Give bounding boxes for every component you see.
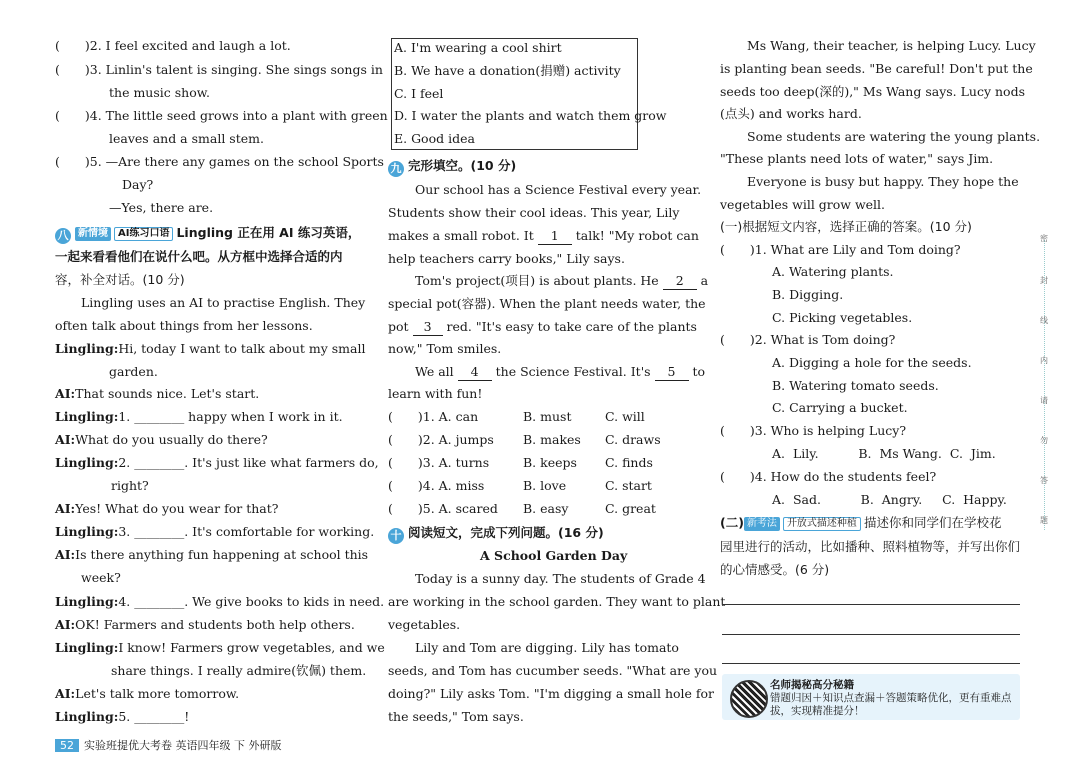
answer-option: C. Picking vegetables. bbox=[772, 310, 913, 325]
cloze-line: learn with fun! bbox=[388, 386, 483, 401]
option: C. finds bbox=[605, 455, 653, 470]
section-10-title: 阅读短文，完成下列问题。(16 分) bbox=[408, 525, 604, 540]
story-line: is planting bean seeds. "Be careful! Don't put the bbox=[720, 61, 1033, 76]
seal-char: 封 bbox=[1040, 276, 1048, 285]
story-line: (点头) and works hard. bbox=[720, 106, 862, 121]
seal-char: 题 bbox=[1040, 516, 1048, 525]
page-number: 52 bbox=[55, 739, 79, 752]
part-2-title-3: 的心情感受。(6 分) bbox=[720, 562, 830, 577]
story-line: vegetables. bbox=[388, 617, 461, 632]
option: ( )2. A. jumps bbox=[388, 432, 494, 447]
dialogue-cont: share things. I really admire(钦佩) them. bbox=[111, 663, 367, 678]
dialogue-line bbox=[55, 640, 385, 656]
cloze-text: red. "It's easy to take care of the plants bbox=[446, 319, 697, 334]
option-a: A. I'm wearing a cool shirt bbox=[394, 40, 562, 55]
cloze-text: We all bbox=[415, 364, 454, 379]
seal-char: 勿 bbox=[1040, 436, 1048, 445]
column-left bbox=[55, 0, 388, 764]
writing-line-1[interactable] bbox=[722, 604, 1020, 605]
section-8-title-2: 一起来看看他们在说什么吧。从方框中选择合适的内 bbox=[55, 249, 343, 264]
story-line: are working in the school garden. They want to plant bbox=[388, 594, 726, 609]
cloze-text: the Science Festival. It's bbox=[495, 364, 651, 379]
answer-option: C. Carrying a bucket. bbox=[772, 400, 908, 415]
option-c: C. I feel bbox=[394, 86, 444, 101]
story-line: Some students are watering the young plants. bbox=[747, 129, 1041, 144]
cloze-line bbox=[388, 319, 697, 336]
dialogue-cont: right? bbox=[111, 478, 149, 493]
dialogue-line bbox=[55, 386, 259, 402]
cloze-line: Our school has a Science Festival every year. bbox=[415, 182, 702, 197]
question: ( )4. How do the students feel? bbox=[720, 469, 937, 484]
blank-2[interactable]: 2 bbox=[663, 273, 697, 290]
dialogue-text: 5. ________! bbox=[118, 709, 190, 724]
seal-char: 内 bbox=[1040, 356, 1048, 365]
tip-box bbox=[722, 674, 1020, 720]
option: ( )1. A. can bbox=[388, 409, 479, 424]
speaker: Lingling: bbox=[55, 341, 119, 356]
dialogue-line bbox=[55, 709, 189, 725]
story-line: the seeds," Tom says. bbox=[388, 709, 524, 724]
option: B. keeps bbox=[523, 455, 577, 470]
q5-line: ( )5. —Are there any games on the school Sports bbox=[55, 154, 384, 169]
seal-char: 请 bbox=[1040, 396, 1048, 405]
ai-speaking-tag: AI练习口语 bbox=[114, 227, 173, 241]
intro-line-2: often talk about things from her lessons. bbox=[55, 318, 313, 333]
story-line: Today is a sunny day. The students of Grade 4 bbox=[415, 571, 706, 586]
question: ( )1. What are Lily and Tom doing? bbox=[720, 242, 961, 257]
new-method-tag: 新考法 bbox=[744, 517, 780, 531]
cloze-line: special pot(容器). When the plant needs water, the bbox=[388, 296, 706, 311]
blank-1[interactable]: 1 bbox=[538, 228, 572, 245]
cloze-line bbox=[415, 273, 708, 290]
speaker: Lingling: bbox=[55, 709, 119, 724]
dialogue-line bbox=[55, 594, 384, 610]
option: C. will bbox=[605, 409, 645, 424]
q5-line-cont: Day? bbox=[122, 177, 154, 192]
answer-option: A. Watering plants. bbox=[772, 264, 894, 279]
dialogue-text: What do you usually do there? bbox=[75, 432, 268, 447]
section-9-number: 九 bbox=[388, 161, 404, 177]
seal-line-notice bbox=[1038, 225, 1058, 535]
q4-line-cont: leaves and a small stem. bbox=[109, 131, 264, 146]
book-title: 实验班提优大考卷 英语四年级 下 外研版 bbox=[84, 739, 282, 752]
seal-char: 线 bbox=[1040, 316, 1048, 325]
speaker: AI: bbox=[55, 617, 76, 632]
option-d: D. I water the plants and watch them grow bbox=[394, 108, 667, 123]
dialogue-text: 3. ________. It's comfortable for working. bbox=[118, 524, 375, 539]
cloze-text: Tom's project(项目) is about plants. He bbox=[415, 273, 659, 288]
dialogue-text: 2. ________. It's just like what farmers do, bbox=[118, 455, 379, 470]
cloze-option-row-1 bbox=[388, 409, 478, 425]
q3-line-cont: the music show. bbox=[109, 85, 210, 100]
answer-options: A. Sad. B. Angry. C. Happy. bbox=[772, 492, 1007, 507]
q4-line: ( )4. The little seed grows into a plant with green bbox=[55, 108, 388, 123]
dialogue-text: That sounds nice. Let's start. bbox=[75, 386, 260, 401]
cloze-line bbox=[415, 364, 705, 381]
option: B. easy bbox=[523, 501, 569, 516]
story-line: Lily and Tom are digging. Lily has tomato bbox=[415, 640, 679, 655]
q3-line: ( )3. Linlin's talent is singing. She sings songs in bbox=[55, 62, 383, 77]
speaker: Lingling: bbox=[55, 640, 119, 655]
story-line: seeds, and Tom has cucumber seeds. "What are you bbox=[388, 663, 718, 678]
section-10-number: 十 bbox=[388, 528, 404, 544]
option-b: B. We have a donation(捐赠) activity bbox=[394, 63, 621, 78]
option: C. start bbox=[605, 478, 652, 493]
question: ( )2. What is Tom doing? bbox=[720, 332, 896, 347]
section-8-heading bbox=[55, 225, 360, 244]
q5-answer: —Yes, there are. bbox=[109, 200, 214, 215]
dialogue-cont: garden. bbox=[109, 364, 158, 379]
story-line: doing?" Lily asks Tom. "I'm digging a small hole for bbox=[388, 686, 715, 701]
open-description-tag: 开放式描述种植 bbox=[783, 517, 861, 531]
seal-char: 答 bbox=[1040, 476, 1048, 485]
writing-line-2[interactable] bbox=[722, 634, 1020, 635]
option-e: E. Good idea bbox=[394, 131, 475, 146]
section-8-title: Lingling 正在用 AI 练习英语， bbox=[176, 225, 361, 240]
dialogue-line bbox=[55, 432, 268, 448]
speaker: AI: bbox=[55, 432, 76, 447]
speaker: Lingling: bbox=[55, 409, 119, 424]
dialogue-text: Let's talk more tomorrow. bbox=[75, 686, 240, 701]
part-2-title: 描述你和同学们在学校花 bbox=[863, 515, 1002, 530]
dialogue-line bbox=[55, 524, 374, 540]
story-line: seeds too deep(深的)," Ms Wang says. Lucy nods bbox=[720, 84, 1025, 99]
cloze-text: a bbox=[700, 273, 709, 288]
page-footer bbox=[55, 737, 282, 753]
dialogue-text: Yes! What do you wear for that? bbox=[75, 501, 279, 516]
dialogue-line bbox=[55, 686, 239, 702]
answer-option: B. Digging. bbox=[772, 287, 844, 302]
answer-option: A. Digging a hole for the seeds. bbox=[772, 355, 972, 370]
question: ( )3. Who is helping Lucy? bbox=[720, 423, 907, 438]
intro-line-1: Lingling uses an AI to practise English. They bbox=[81, 295, 366, 310]
speaker: AI: bbox=[55, 386, 76, 401]
speaker: AI: bbox=[55, 501, 76, 516]
section-9-title: 完形填空。(10 分) bbox=[408, 158, 517, 173]
section-8-title-3: 容，补全对话。(10 分) bbox=[55, 272, 185, 287]
dialogue-text: 1. ________ happy when I work in it. bbox=[118, 409, 343, 424]
qr-code-icon bbox=[730, 680, 768, 718]
cloze-line: now," Tom smiles. bbox=[388, 341, 502, 356]
dialogue-text: Is there anything fun happening at school this bbox=[75, 547, 369, 562]
option: B. makes bbox=[523, 432, 581, 447]
dialogue-line bbox=[55, 409, 343, 425]
dialogue-line bbox=[55, 501, 278, 517]
seal-char: 密 bbox=[1040, 234, 1048, 243]
column-middle bbox=[388, 0, 726, 764]
option: C. draws bbox=[605, 432, 661, 447]
dialogue-cont: week? bbox=[81, 570, 121, 585]
part-2-label: (二) bbox=[720, 515, 744, 530]
column-right bbox=[720, 0, 1041, 764]
option: ( )3. A. turns bbox=[388, 455, 490, 470]
speaker: Lingling: bbox=[55, 455, 119, 470]
part-2-heading bbox=[720, 515, 1001, 531]
cloze-text: pot bbox=[388, 319, 409, 334]
cloze-line: help teachers carry books," Lily says. bbox=[388, 251, 625, 266]
option: B. must bbox=[523, 409, 572, 424]
dialogue-line bbox=[55, 617, 355, 633]
dialogue-line bbox=[55, 547, 368, 563]
speaker: Lingling: bbox=[55, 524, 119, 539]
option: B. love bbox=[523, 478, 567, 493]
cloze-text: to bbox=[692, 364, 706, 379]
part-2-title-2: 园里进行的活动，比如播种、照料植物等，并写出你们 bbox=[720, 539, 1021, 554]
cloze-text: makes a small robot. It bbox=[388, 228, 534, 243]
cloze-text: talk! "My robot can bbox=[575, 228, 699, 243]
section-10-heading bbox=[388, 525, 604, 544]
story-title: A School Garden Day bbox=[480, 548, 628, 563]
dialogue-text: Hi, today I want to talk about my small bbox=[118, 341, 366, 356]
answer-options: A. Lily. B. Ms Wang. C. Jim. bbox=[772, 446, 996, 461]
speaker: Lingling: bbox=[55, 594, 119, 609]
tip-title: 名师揭秘高分秘籍 bbox=[770, 679, 854, 691]
dialogue-text: I know! Farmers grow vegetables, and we bbox=[118, 640, 385, 655]
dialogue-text: 4. ________. We give books to kids in need. bbox=[118, 594, 385, 609]
story-line: Everyone is busy but happy. They hope the bbox=[747, 174, 1019, 189]
story-line: vegetables will grow well. bbox=[720, 197, 886, 212]
tip-body: 错题归因＋知识点查漏＋答题策略优化，更有重难点拔，实现精准提分！ bbox=[770, 692, 1012, 717]
option: C. great bbox=[605, 501, 656, 516]
option: ( )5. A. scared bbox=[388, 501, 498, 516]
writing-line-3[interactable] bbox=[722, 663, 1020, 664]
part-1-title: (一)根据短文内容，选择正确的答案。(10 分) bbox=[720, 219, 972, 234]
blank-5[interactable]: 5 bbox=[655, 364, 689, 381]
section-8-number: 八 bbox=[55, 228, 71, 244]
story-line: "These plants need lots of water," says Jim. bbox=[720, 151, 994, 166]
q2-line: ( )2. I feel excited and laugh a lot. bbox=[55, 38, 291, 53]
blank-4[interactable]: 4 bbox=[458, 364, 492, 381]
story-line: Ms Wang, their teacher, is helping Lucy. Lucy bbox=[747, 38, 1036, 53]
speaker: AI: bbox=[55, 547, 76, 562]
section-9-heading bbox=[388, 158, 516, 177]
dialogue-text: OK! Farmers and students both help others. bbox=[75, 617, 355, 632]
blank-3[interactable]: 3 bbox=[413, 319, 443, 336]
new-context-tag: 新情境 bbox=[75, 227, 111, 241]
cloze-line bbox=[388, 228, 699, 245]
option: ( )4. A. miss bbox=[388, 478, 485, 493]
answer-option: B. Watering tomato seeds. bbox=[772, 378, 939, 393]
dialogue-line bbox=[55, 455, 379, 471]
dialogue-line bbox=[55, 341, 365, 357]
cloze-line: Students show their cool ideas. This year, Lily bbox=[388, 205, 680, 220]
speaker: AI: bbox=[55, 686, 76, 701]
